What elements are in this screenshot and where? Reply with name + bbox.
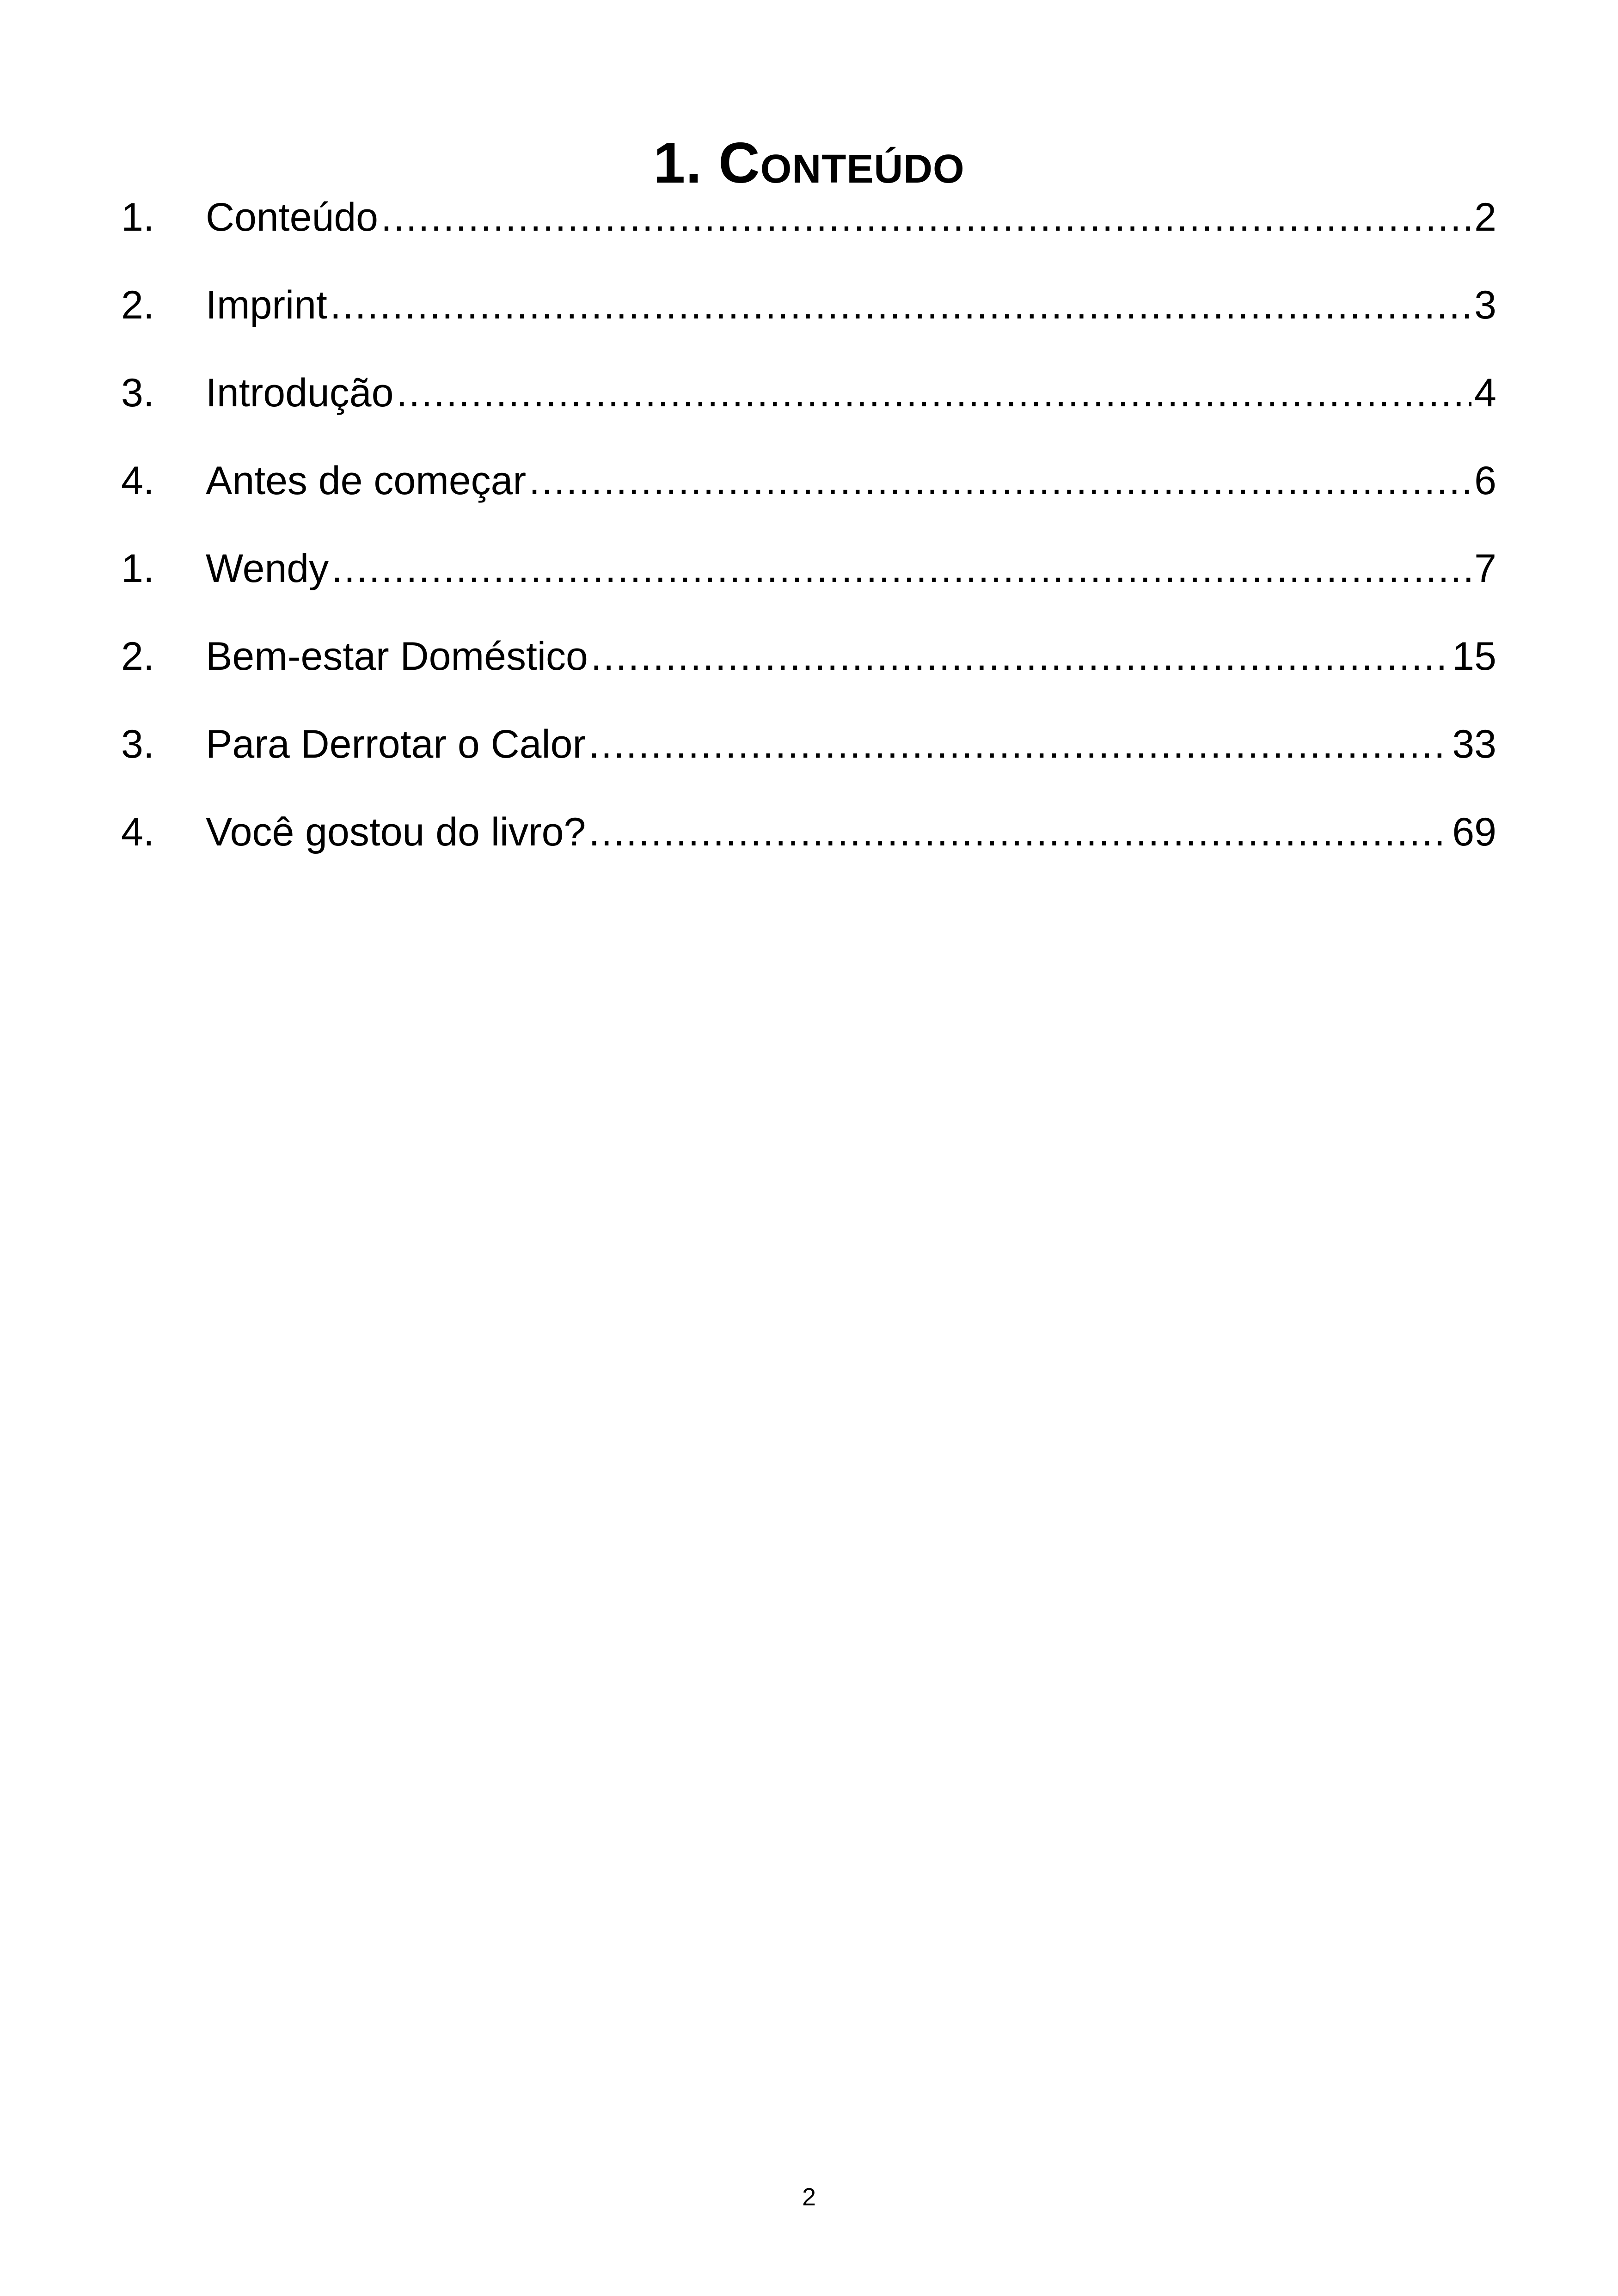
page-number: 2: [802, 2183, 816, 2211]
toc-entry-label: Wendy: [206, 546, 329, 591]
toc-entry-page: 6: [1474, 459, 1496, 503]
toc-entry-number: 2.: [121, 283, 154, 327]
toc-dot-leader: [529, 458, 1471, 504]
toc-entry-number: 3.: [121, 722, 154, 766]
toc-dot-leader: [591, 633, 1450, 680]
table-of-contents: [121, 194, 1496, 897]
toc-entry-number: 4.: [121, 459, 154, 503]
toc-entry-page: 69: [1452, 810, 1496, 854]
toc-entry[interactable]: [121, 370, 1496, 458]
toc-dot-leader: [330, 282, 1471, 328]
toc-entry-label: Bem-estar Doméstico: [206, 634, 588, 679]
toc-entry[interactable]: [121, 194, 1496, 282]
toc-entry-label: Para Derrotar o Calor: [206, 722, 586, 766]
title-text: Conteúdo: [718, 131, 965, 196]
toc-entry-label: Imprint: [206, 283, 327, 327]
toc-entry-label: Você gostou do livro?: [206, 810, 586, 854]
toc-dot-leader: [588, 809, 1449, 855]
toc-dot-leader: [588, 721, 1449, 767]
toc-entry-page: 2: [1474, 195, 1496, 239]
title-number: 1.: [653, 131, 702, 196]
toc-entry[interactable]: [121, 721, 1496, 809]
toc-entry[interactable]: [121, 282, 1496, 370]
toc-entry[interactable]: [121, 458, 1496, 545]
toc-entry-number: 4.: [121, 810, 154, 854]
toc-entry-page: 4: [1474, 371, 1496, 415]
toc-entry[interactable]: [121, 545, 1496, 633]
toc-dot-leader: [381, 194, 1471, 240]
toc-entry-page: 33: [1452, 722, 1496, 766]
toc-entry[interactable]: [121, 633, 1496, 721]
toc-entry-label: Antes de começar: [206, 459, 527, 503]
toc-entry-number: 2.: [121, 634, 154, 679]
toc-dot-leader: [396, 370, 1471, 416]
toc-entry-label: Introdução: [206, 371, 394, 415]
toc-entry-number: 1.: [121, 195, 154, 239]
toc-entry[interactable]: [121, 809, 1496, 897]
toc-entry-page: 3: [1474, 283, 1496, 327]
toc-entry-label: Conteúdo: [206, 195, 378, 239]
toc-entry-number: 3.: [121, 371, 154, 415]
toc-entry-page: 7: [1474, 546, 1496, 591]
toc-dot-leader: [331, 545, 1471, 592]
toc-entry-number: 1.: [121, 546, 154, 591]
page-title: [0, 126, 1618, 200]
toc-entry-page: 15: [1452, 634, 1496, 679]
